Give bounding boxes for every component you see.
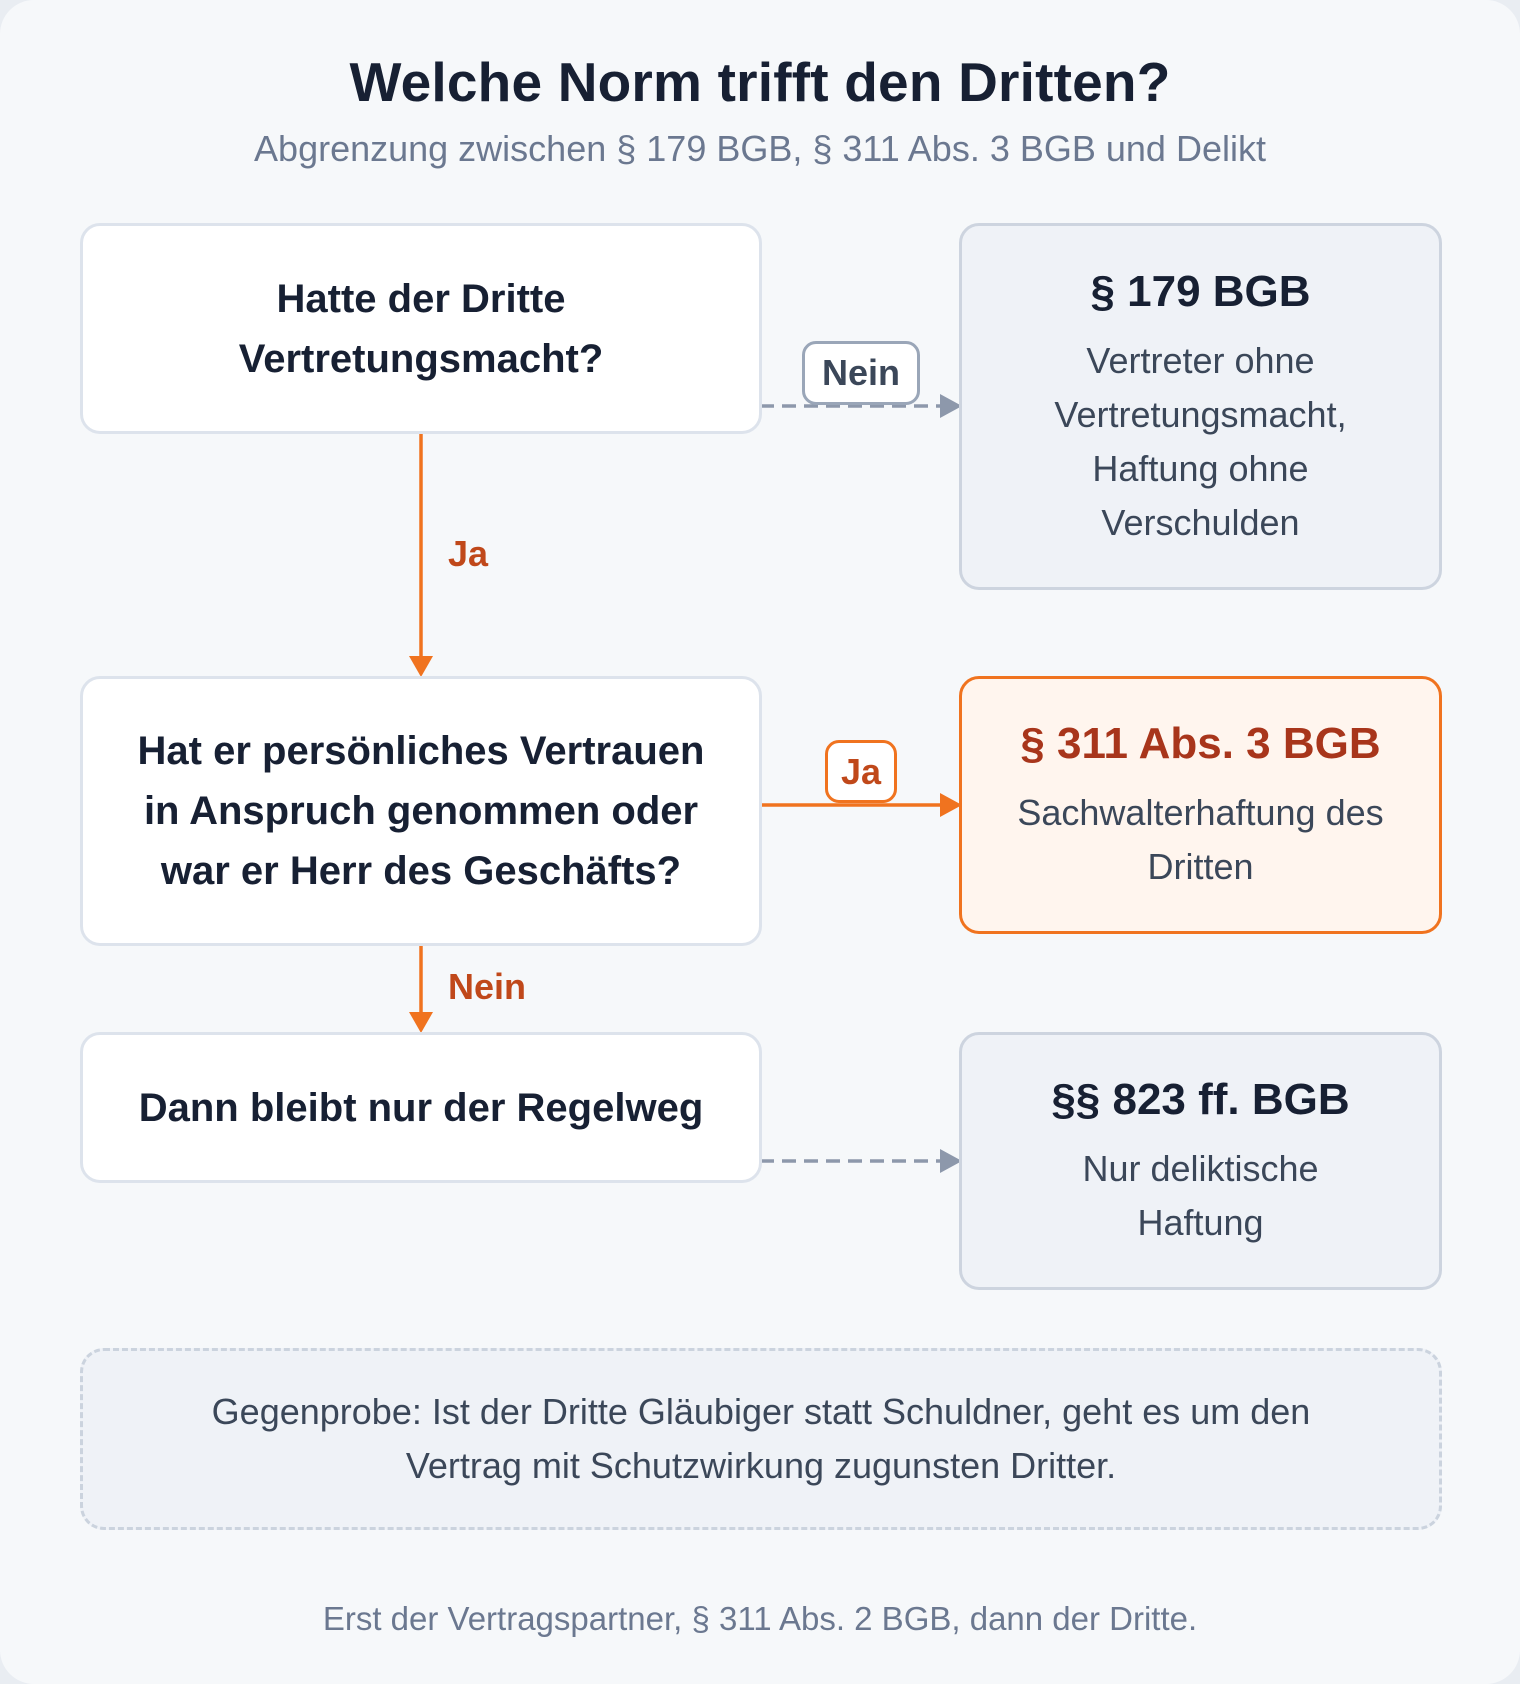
- question-box-vertrauen: [80, 676, 762, 946]
- edge-q1-q2-arrowhead: [409, 656, 433, 677]
- result-box-311-abs3: [959, 676, 1442, 934]
- question-text: Dann bleibt nur der Regelweg: [138, 1085, 704, 1130]
- question-box-vertretungsmacht: [80, 223, 762, 434]
- edge-label-ja-q1: Ja: [448, 533, 489, 574]
- question-box-regelweg: [80, 1032, 762, 1183]
- edge-q2-q3-arrowhead: [409, 1012, 433, 1033]
- edge-label-ja-q2: Ja: [825, 740, 897, 803]
- diagram-title: Welche Norm trifft den Dritten?: [349, 51, 1171, 113]
- result-box-179: [959, 223, 1442, 590]
- result-title: § 311 Abs. 3 BGB: [1020, 719, 1381, 768]
- result-description: Sachwalterhaftung des Dritten: [1017, 792, 1384, 887]
- footer-text: Erst der Vertragspartner, § 311 Abs. 2 BGB, dann der Dritte.: [322, 1600, 1198, 1637]
- result-description: Vertreter ohne Vertretungsmacht, Haftung ohne Verschulden: [1054, 339, 1347, 543]
- result-description: Nur deliktische Haftung: [1082, 1148, 1319, 1243]
- edge-label-nein-q1: Nein: [802, 341, 920, 405]
- result-title: § 179 BGB: [1090, 266, 1311, 316]
- edge-label-nein-q2: Nein: [448, 966, 527, 1007]
- note-text: Gegenprobe: Ist der Dritte Gläubiger statt Schuldner, geht es um den Vertrag mit Schutzwirkung zugunsten Dritter.: [211, 1391, 1311, 1486]
- gegenprobe-note: [80, 1348, 1442, 1530]
- diagram-subtitle: Abgrenzung zwischen § 179 BGB, § 311 Abs. 3 BGB und Delikt: [254, 128, 1266, 169]
- question-text: Hat er persönliches Vertrauen in Anspruch genommen oder war er Herr des Geschäfts?: [137, 729, 705, 893]
- result-title: §§ 823 ff. BGB: [1051, 1075, 1350, 1124]
- question-text: Hatte der Dritte Vertretungsmacht?: [238, 276, 604, 381]
- result-box-823: [959, 1032, 1442, 1290]
